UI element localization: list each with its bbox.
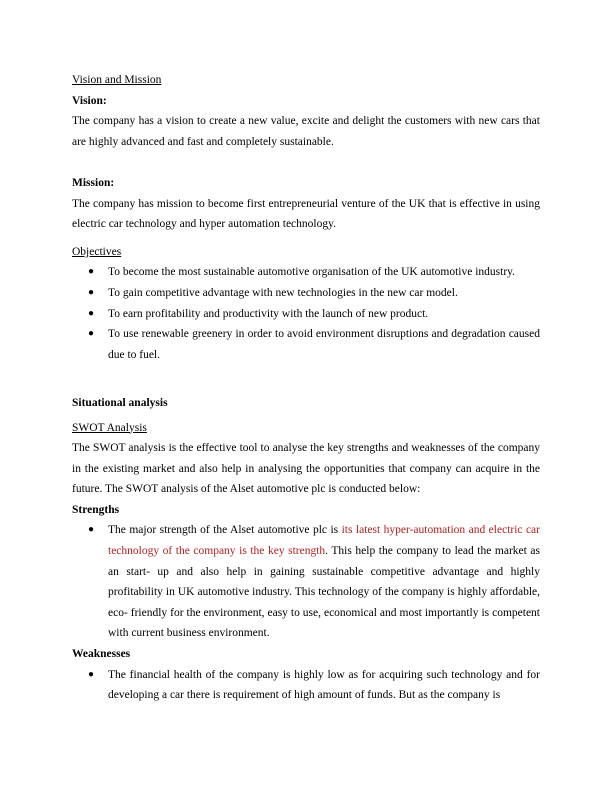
weakness-text: The financial health of the company is highly low as for acquiring such technology and for developing a car there is requirement of high amount of funds. But as the company is <box>108 668 540 702</box>
bullet-icon: ● <box>88 266 95 278</box>
objective-text: To gain competitive advantage with new technologies in the new car model. <box>108 286 458 299</box>
vision-label: Vision: <box>72 94 107 107</box>
weaknesses-list <box>72 665 540 706</box>
list-item <box>72 324 540 365</box>
objectives-list <box>72 262 540 365</box>
bullet-icon: ● <box>88 668 95 680</box>
bullet-icon: ● <box>88 307 95 319</box>
objective-text: To earn profitability and productivity with the launch of new product. <box>108 307 429 320</box>
strength-highlight: its latest hyper-automation and electric car technology of the company is the key strength <box>108 524 540 558</box>
situational-analysis-heading: Situational analysis <box>72 396 168 409</box>
list-item <box>72 304 540 325</box>
spacer <box>72 365 540 386</box>
vision-mission-heading: Vision and Mission <box>72 74 162 86</box>
list-item <box>72 262 540 283</box>
list-item <box>72 520 540 644</box>
swot-heading: SWOT Analysis <box>72 421 147 434</box>
bullet-icon: ● <box>88 328 95 340</box>
bullet-icon: ● <box>88 524 95 536</box>
weaknesses-label: Weaknesses <box>72 648 131 661</box>
mission-label: Mission: <box>72 176 115 189</box>
objective-text: To become the most sustainable automotive organisation of the UK automotive industry. <box>108 266 516 279</box>
document-page <box>72 70 540 706</box>
list-item <box>72 283 540 304</box>
strength-text-post: . This help the company to lead the market as an start- up and also help in gaining sustainable competitive advantage and highly profitability in UK automotive industry. This technology of the company is highly affordable, eco- friendly for the environment, easy to use, economical and most importantly is competent with current business environment. <box>108 545 540 640</box>
strengths-label: Strengths <box>72 503 120 516</box>
spacer <box>72 152 540 173</box>
vision-text: The company has a vision to create a new value, excite and delight the customers with new cars that are highly advanced and fast and completely sustainable. <box>72 115 540 148</box>
objective-text: To use renewable greenery in order to avoid environment disruptions and degradation caused due to fuel. <box>108 328 540 361</box>
swot-intro: The SWOT analysis is the effective tool to analyse the key strengths and weaknesses of the company in the existing market and also help in analysing the opportunities that company can acquire in the future. The SWOT analysis of the Alset automotive plc is conducted below: <box>72 442 540 496</box>
strengths-list <box>72 520 540 644</box>
objectives-heading: Objectives <box>72 245 122 258</box>
mission-text: The company has mission to become first entrepreneurial venture of the UK that is effective in using electric car technology and hyper automation technology. <box>72 197 540 231</box>
list-item <box>72 665 540 706</box>
spacer <box>72 386 540 393</box>
bullet-icon: ● <box>88 286 95 298</box>
strength-text-pre: The major strength of the Alset automotive plc is <box>108 524 342 537</box>
spacer <box>72 235 540 242</box>
